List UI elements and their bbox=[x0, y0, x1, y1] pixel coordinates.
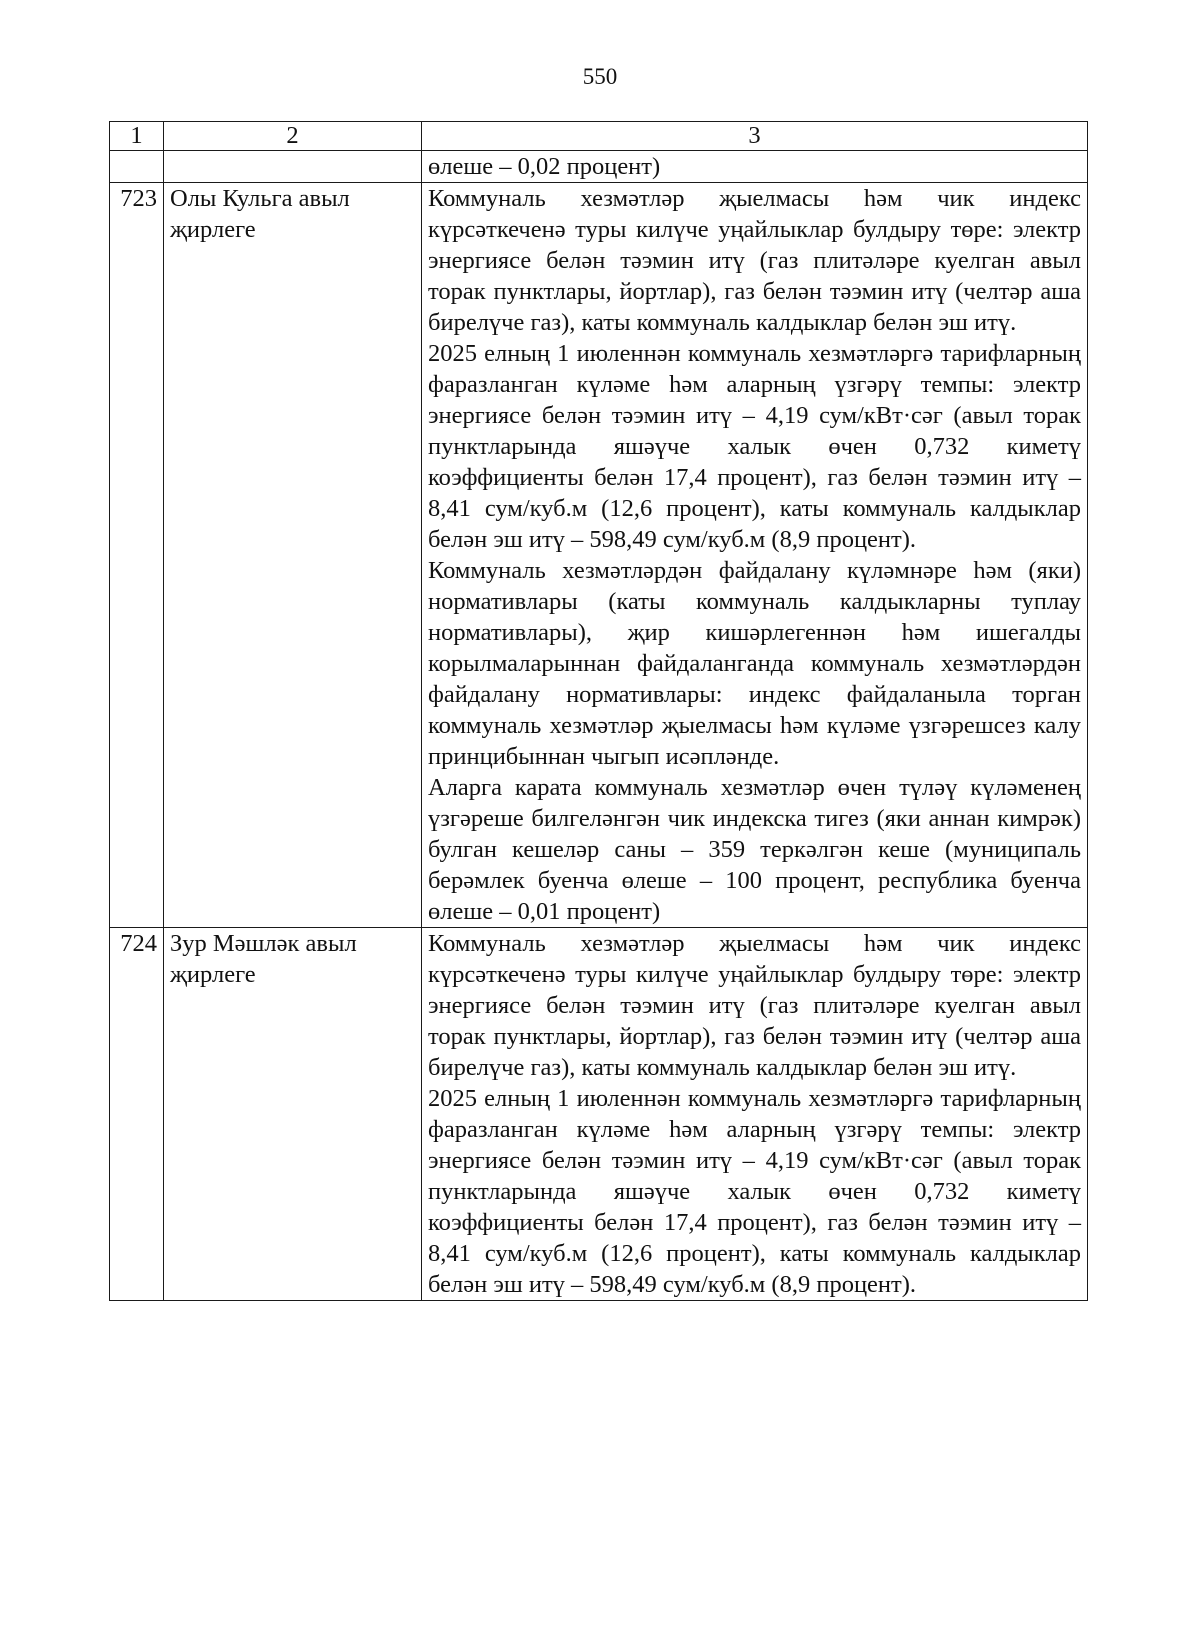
column-header-1: 1 bbox=[110, 122, 164, 151]
description-cell bbox=[422, 183, 1088, 928]
table-row bbox=[110, 183, 1088, 928]
description-paragraph: 2025 елның 1 июленнән коммуналь хезмәтләргә тарифларның фаразланган күләме һәм аларның үзгәрү темпы: электр энергиясе белән тәэмин итү – 4,19 сум/кВт·сәг (авыл торак пунктларында яшәүче халык өчен 0,732 киметү коэффициенты белән 17,4 процент), газ белән тәэмин итү – 8,41 сум/куб.м (12,6 процент), каты коммуналь калдыклар белән эш итү – 598,49 сум/куб.м (8,9 процент). bbox=[428, 340, 1081, 553]
description-paragraph: Коммуналь хезмәтләр җыелмасы һәм чик индекс күрсәткеченә туры килүче уңайлыклар булдыру төре: электр энергиясе белән тәэмин итү (газ плитәләре куелган авыл торак пунктлары, йортлар), газ белән тәэмин итү (челтәр аша бирелүче газ), каты коммуналь калдыклар белән эш итү. bbox=[428, 930, 1081, 1081]
settlement-name: Олы Кульга авыл җирлеге bbox=[164, 183, 422, 928]
column-header-2: 2 bbox=[164, 122, 422, 151]
document-table bbox=[109, 121, 1088, 1301]
description-paragraph: Аларга карата коммуналь хезмәтләр өчен түләү күләменең үзгәреше билгеләнгән чик индекска тигез (яки аннан кимрәк) булган кешеләр саны – 359 теркәлгән кеше (муниципаль берәмлек буенча өлеше – 100 процент, республика буенча өлеше – 0,01 процент) bbox=[428, 774, 1081, 925]
row-number: 723 bbox=[110, 183, 164, 928]
table-row bbox=[110, 928, 1088, 1301]
description-paragraph: өлеше – 0,02 процент) bbox=[428, 153, 661, 180]
page-number: 550 bbox=[582, 64, 618, 89]
description-cell bbox=[422, 151, 1088, 183]
row-number bbox=[110, 151, 164, 183]
row-number: 724 bbox=[110, 928, 164, 1301]
description-cell bbox=[422, 928, 1088, 1301]
table-header-row bbox=[110, 122, 1088, 151]
settlement-name bbox=[164, 151, 422, 183]
description-paragraph: Коммуналь хезмәтләрдән файдалану күләмнәре һәм (яки) нормативлары (каты коммуналь калдыкларны туплау нормативлары), җир кишәрлегеннән һәм ишегалды корылмаларыннан файдаланганда коммуналь хезмәтләрдән файдалану нормативлары: индекс файдаланыла торган коммуналь хезмәтләр җыелмасы һәм күләме үзгәрешсез калу принцибыннан чыгып исәпләнде. bbox=[428, 557, 1081, 770]
column-header-3: 3 bbox=[422, 122, 1088, 151]
description-paragraph: Коммуналь хезмәтләр җыелмасы һәм чик индекс күрсәткеченә туры килүче уңайлыклар булдыру төре: электр энергиясе белән тәэмин итү (газ плитәләре куелган авыл торак пунктлары, йортлар), газ белән тәэмин итү (челтәр аша бирелүче газ), каты коммуналь калдыклар белән эш итү. bbox=[428, 185, 1081, 336]
table-row bbox=[110, 151, 1088, 183]
settlement-name: Зур Мәшләк авыл җирлеге bbox=[164, 928, 422, 1301]
description-paragraph: 2025 елның 1 июленнән коммуналь хезмәтләргә тарифларның фаразланган күләме һәм аларның үзгәрү темпы: электр энергиясе белән тәэмин итү – 4,19 сум/кВт·сәг (авыл торак пунктларында яшәүче халык өчен 0,732 киметү коэффициенты белән 17,4 процент), газ белән тәэмин итү – 8,41 сум/куб.м (12,6 процент), каты коммуналь калдыклар белән эш итү – 598,49 сум/куб.м (8,9 процент). bbox=[428, 1085, 1081, 1298]
